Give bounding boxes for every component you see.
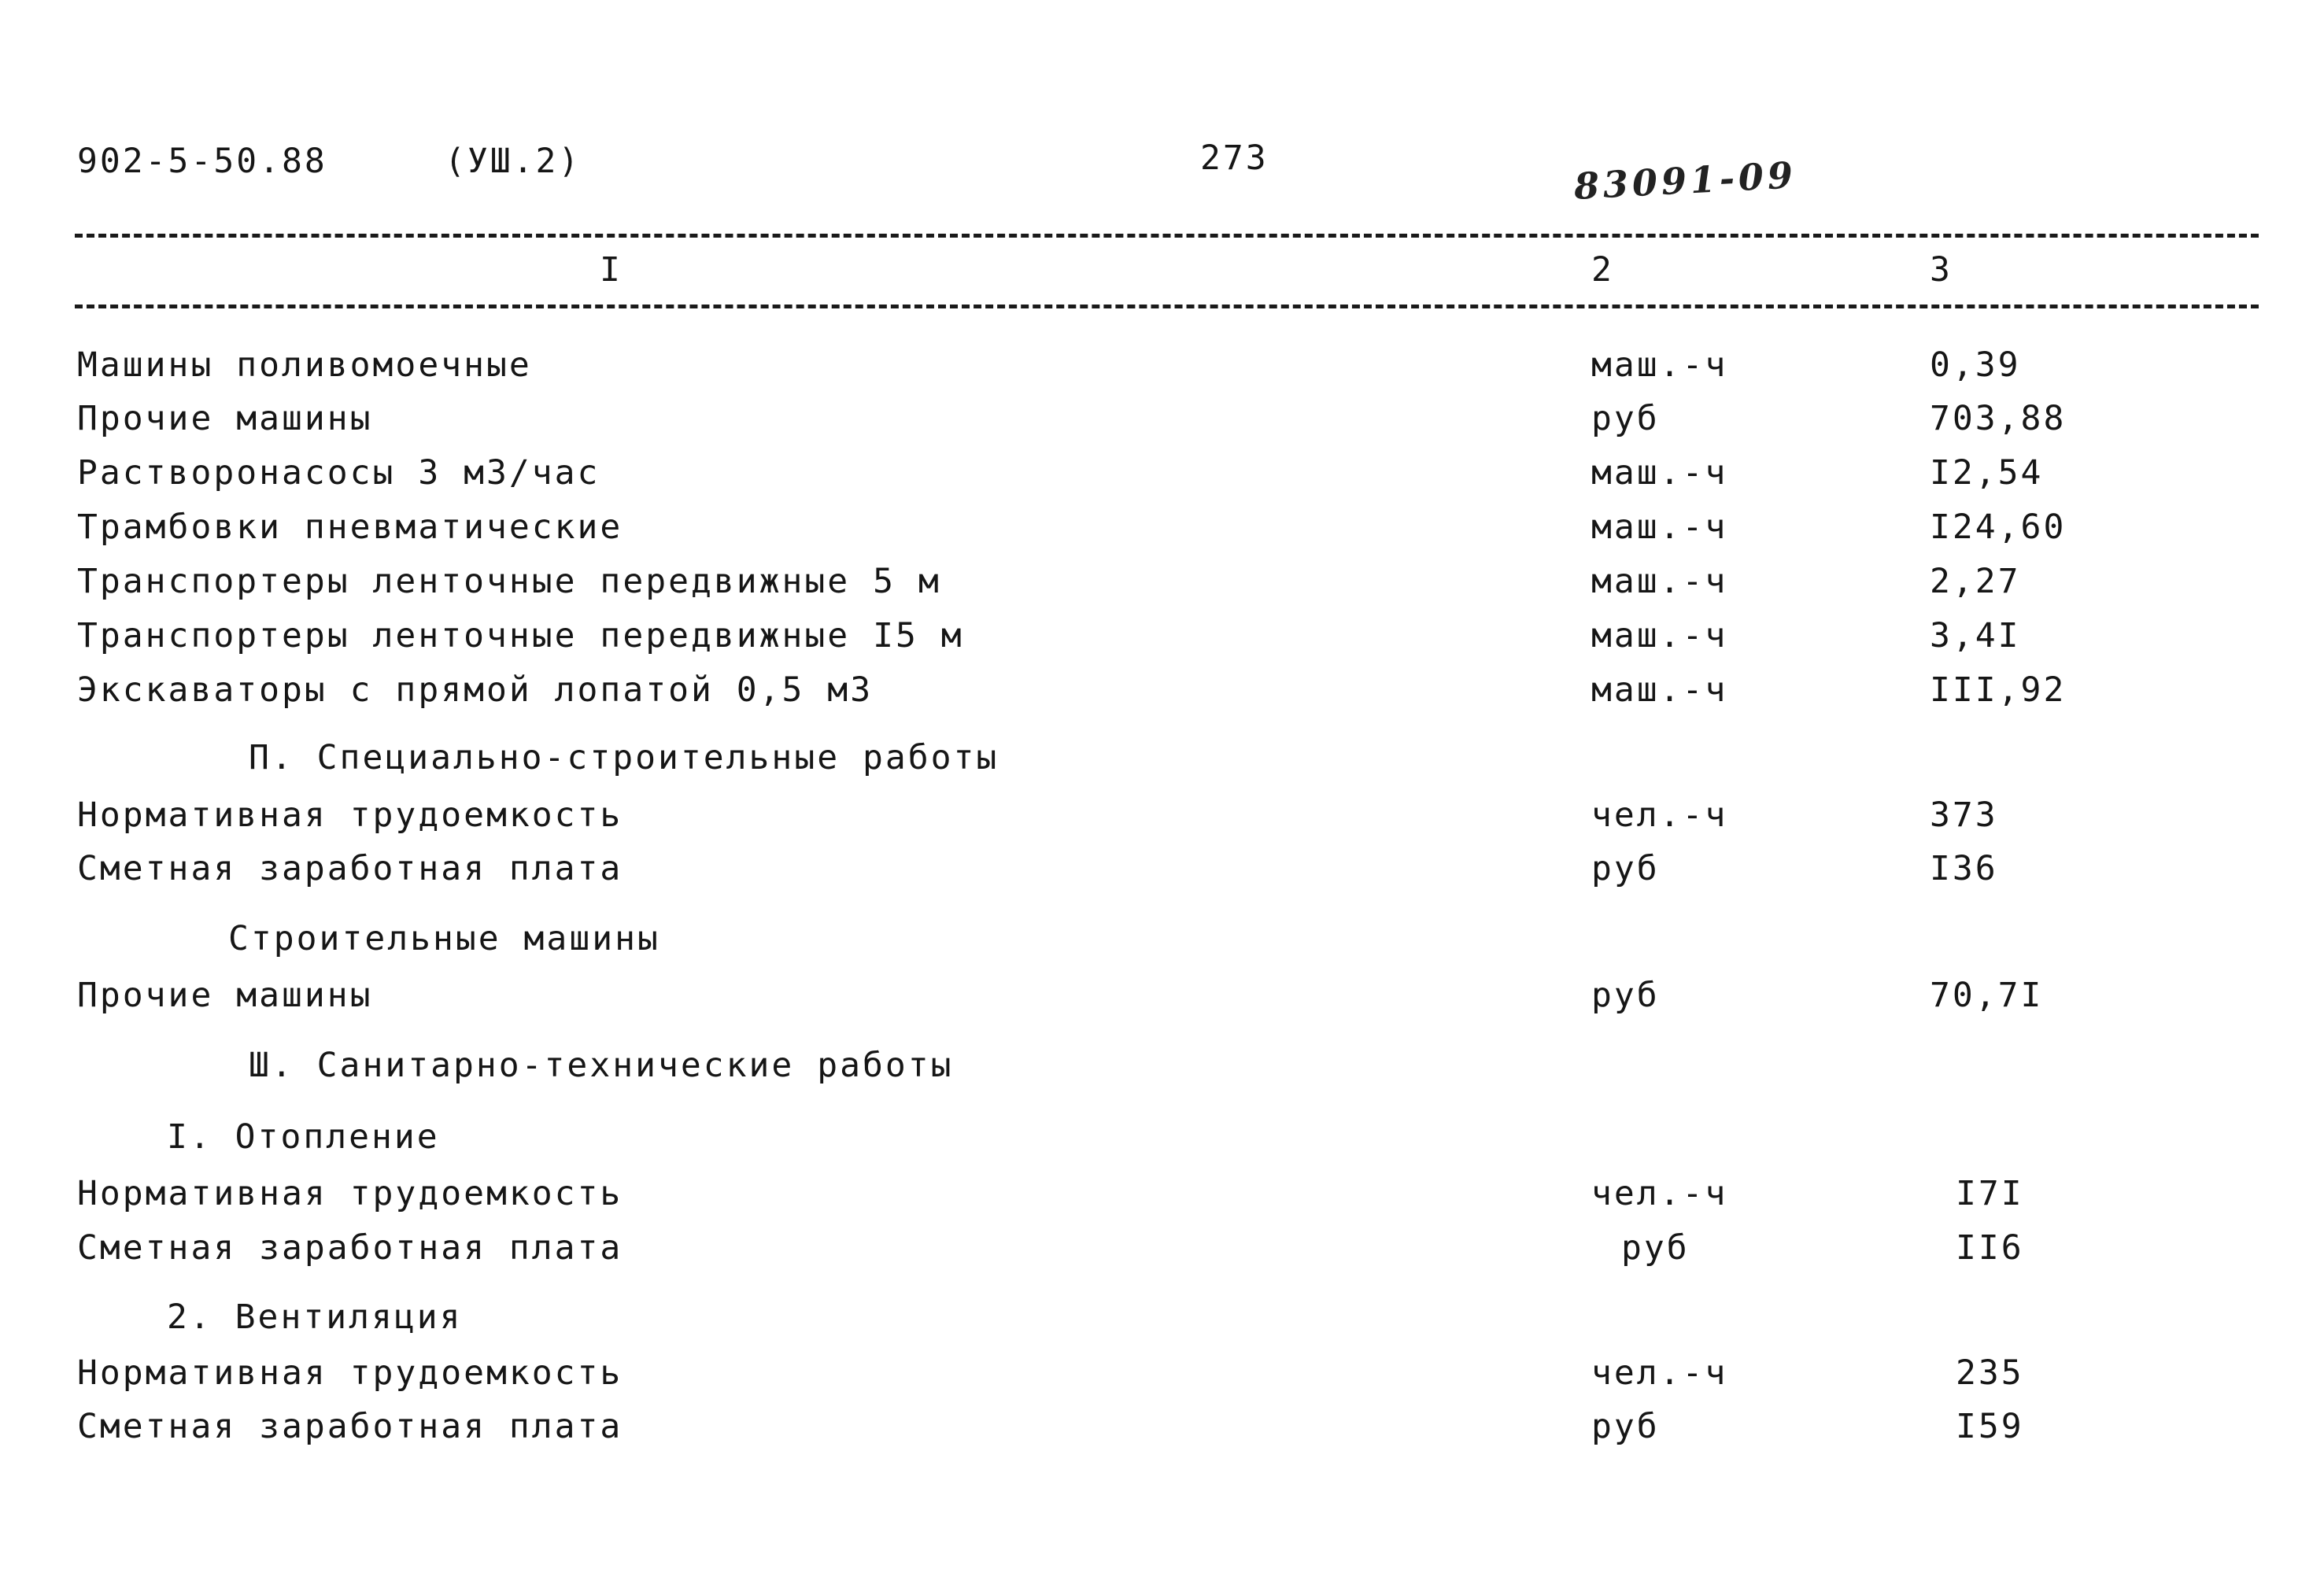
row-unit: чел.-ч: [1591, 1353, 1728, 1393]
row-unit: маш.-ч: [1591, 562, 1728, 601]
table-row: [0, 1353, 2324, 1401]
subsection-title: I. Отопление: [167, 1117, 440, 1157]
row-value: 373: [1930, 796, 1998, 835]
row-unit: маш.-ч: [1591, 670, 1728, 710]
row-name: Транспортеры ленточные передвижные 5 м: [77, 562, 941, 601]
row-name: Прочие машины: [77, 399, 373, 438]
table-row: [0, 1407, 2324, 1454]
table-row: [0, 345, 2324, 393]
table-row: [0, 1174, 2324, 1221]
table-row: [0, 670, 2324, 718]
row-value: 0,39: [1930, 345, 2021, 385]
row-name: Нормативная трудоемкость: [77, 1353, 623, 1393]
row-value: 235: [1956, 1353, 2024, 1393]
row-name: Сметная заработная плата: [77, 849, 623, 888]
row-value: I7I: [1956, 1174, 2024, 1213]
page-number: 273: [1200, 138, 1269, 178]
section-title: Ш. Санитарно-технические работы: [249, 1046, 954, 1085]
row-unit: руб: [1591, 976, 1660, 1015]
column-header-1: I: [600, 250, 623, 290]
row-name: Нормативная трудоемкость: [77, 796, 623, 835]
row-name: Сметная заработная плата: [77, 1407, 623, 1446]
row-value: I2,54: [1930, 453, 2044, 493]
row-name: Машины поливомоечные: [77, 345, 532, 385]
table-row: [0, 399, 2324, 446]
table-row: [0, 453, 2324, 500]
row-unit: чел.-ч: [1591, 796, 1728, 835]
column-header-2: 2: [1591, 250, 1614, 290]
row-unit: маш.-ч: [1591, 616, 1728, 655]
table-row: [0, 562, 2324, 609]
table-row: [0, 976, 2324, 1023]
row-unit: руб: [1621, 1228, 1690, 1268]
column-header-3: 3: [1930, 250, 1953, 290]
row-value: 2,27: [1930, 562, 2021, 601]
row-value: I36: [1930, 849, 1998, 888]
row-name: Растворонасосы 3 м3/час: [77, 453, 600, 493]
subsection-title: Строительные машины: [228, 919, 660, 958]
row-name: Трамбовки пневматические: [77, 508, 623, 547]
row-value: II6: [1956, 1228, 2024, 1268]
row-value: 3,4I: [1930, 616, 2021, 655]
section-title: П. Специально-строительные работы: [249, 738, 999, 777]
row-name: Сметная заработная плата: [77, 1228, 623, 1268]
row-value: I24,60: [1930, 508, 2067, 547]
row-unit: маш.-ч: [1591, 508, 1728, 547]
top-dashed-rule: [75, 234, 2259, 238]
row-value: 703,88: [1930, 399, 2067, 438]
row-name: Нормативная трудоемкость: [77, 1174, 623, 1213]
subsection-title: 2. Вентиляция: [167, 1298, 463, 1337]
handwritten-number: 83091-09: [1572, 153, 1798, 208]
row-name: Прочие машины: [77, 976, 373, 1015]
row-name: Транспортеры ленточные передвижные I5 м: [77, 616, 964, 655]
row-value: III,92: [1930, 670, 2067, 710]
row-value: I59: [1956, 1407, 2024, 1446]
table-row: [0, 796, 2324, 843]
table-row: [0, 1228, 2324, 1275]
table-row: [0, 616, 2324, 663]
row-unit: маш.-ч: [1591, 453, 1728, 493]
row-unit: руб: [1591, 399, 1660, 438]
row-unit: руб: [1591, 849, 1660, 888]
row-name: Экскаваторы с прямой лопатой 0,5 м3: [77, 670, 874, 710]
table-row: [0, 508, 2324, 555]
row-unit: руб: [1591, 1407, 1660, 1446]
document-code: 902-5-50.88: [77, 142, 327, 181]
row-unit: маш.-ч: [1591, 345, 1728, 385]
table-row: [0, 849, 2324, 896]
section-code: (УШ.2): [445, 142, 582, 181]
header-dashed-rule: [75, 305, 2259, 308]
row-unit: чел.-ч: [1591, 1174, 1728, 1213]
row-value: 70,7I: [1930, 976, 2044, 1015]
